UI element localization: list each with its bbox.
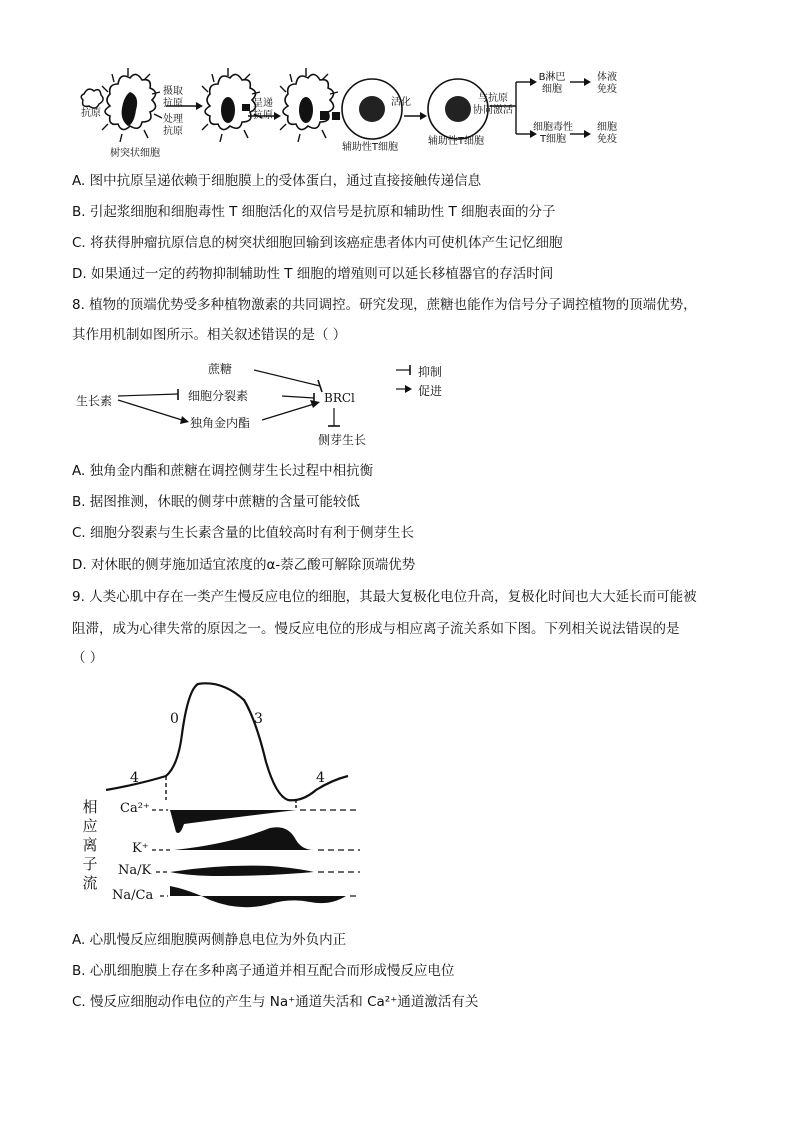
- q9-option-b: B. 心肌细胞膜上存在多种离子通道并相互配合而形成慢反应电位: [72, 963, 455, 979]
- label-tc: [530, 122, 576, 146]
- label-dendritic: 树突状细胞: [110, 148, 160, 159]
- label-present-2: 抗原: [253, 110, 273, 121]
- q9-phase-3: 3: [254, 711, 263, 727]
- label-cellular-2: 免疫: [597, 134, 617, 145]
- label-present: [248, 98, 278, 122]
- label-humoral: [590, 72, 624, 96]
- q9-phase-4-right: 4: [316, 770, 325, 786]
- label-coactivate: [468, 93, 518, 117]
- slow-response-potential-diagram: [70, 676, 370, 916]
- q9-side-label-4: 子: [82, 855, 98, 873]
- q9-stem-2: 阻滞，成为心律失常的原因之一。慢反应电位的形成与相应离子流关系如下图。下列相关说法错误的是: [72, 621, 680, 637]
- naca-current: [170, 886, 346, 907]
- label-capture-2: 抗原: [163, 98, 183, 109]
- label-humoral-2: 免疫: [597, 84, 617, 95]
- q9-side-label-1: 相: [82, 798, 98, 816]
- label-tc-2: T细胞: [539, 134, 567, 145]
- q7-option-d: D. 如果通过一定的药物抑制辅助性 T 细胞的增殖则可以延长移植器官的存活时间: [72, 266, 554, 282]
- label-humoral-1: 体液: [597, 72, 617, 83]
- q8-label-strigolactone: 独角金内酯: [190, 416, 251, 430]
- q7-option-a: A. 图中抗原呈递依赖于细胞膜上的受体蛋白，通过直接接触传递信息: [72, 173, 482, 189]
- q9-option-c: C. 慢反应细胞动作电位的产生与 Na⁺通道失活和 Ca²⁺通道激活有关: [72, 994, 479, 1010]
- q8-option-d: D. 对休眠的侧芽施加适宜浓度的α-萘乙酸可解除顶端优势: [72, 557, 416, 573]
- label-cellular-1: 细胞: [597, 122, 617, 133]
- label-tc-1: 细胞毒性: [533, 122, 573, 133]
- label-helper-1: 辅助性T细胞: [341, 142, 399, 153]
- q7-option-b: B. 引起浆细胞和细胞毒性 T 细胞活化的双信号是抗原和辅助性 T 细胞表面的分子: [72, 204, 556, 220]
- dendritic-cell-3: [280, 68, 340, 142]
- q9-stem-1: 9. 人类心肌中存在一类产生慢反应电位的细胞，其最大复极化电位升高，复极化时间也大大延长而可能被: [72, 589, 697, 605]
- label-cellular: [590, 122, 624, 146]
- q8-label-lateral: 侧芽生长: [318, 433, 367, 447]
- q9-side-label-3: 离: [82, 836, 98, 854]
- q9-side-label-5: 流: [82, 874, 98, 892]
- label-present-1: 呈递: [253, 98, 273, 109]
- action-potential-curve: [106, 683, 348, 800]
- q8-label-auxin: 生长素: [76, 394, 113, 408]
- q9-option-a: A. 心肌慢反应细胞膜两侧静息电位为外负内正: [72, 932, 347, 948]
- label-antigen: 抗原: [81, 108, 101, 119]
- label-b-cell: [532, 72, 572, 96]
- q9-phase-0: 0: [170, 711, 179, 727]
- q8-stem-1: 8. 植物的顶端优势受多种植物激素的共同调控。研究发现，蔗糖也能作为信号分子调控植物的顶端优势，: [72, 297, 697, 313]
- q9-phase-4-left: 4: [130, 770, 139, 786]
- label-b-cell-2: 细胞: [542, 84, 562, 95]
- nak-current: [170, 866, 314, 876]
- q8-legend-promote: 促进: [418, 384, 443, 398]
- q8-legend-inhibit: 抑制: [418, 365, 443, 379]
- q8-label-cytokinin: 细胞分裂素: [188, 389, 249, 403]
- q9-label-ca: Ca²⁺: [120, 801, 150, 816]
- antigen-icon: [81, 89, 103, 108]
- q8-option-c: C. 细胞分裂素与生长素含量的比值较高时有利于侧芽生长: [72, 525, 415, 541]
- q9-label-nak: Na/K: [118, 863, 152, 878]
- q9-label-naca: Na/Ca: [112, 888, 154, 903]
- q9-side-label: [82, 798, 98, 893]
- dendritic-cell-1: [102, 68, 162, 142]
- q9-side-label-2: 应: [82, 817, 98, 835]
- q8-label-sucrose: 蔗糖: [208, 362, 233, 376]
- k-current: [174, 827, 314, 850]
- label-process-1: 处理: [163, 114, 183, 125]
- helper-t-cell-1: [332, 79, 402, 139]
- label-process: [158, 114, 188, 138]
- q9-label-k: K⁺: [132, 841, 149, 856]
- label-activate: 活化: [391, 97, 411, 108]
- q8-stem-2: 其作用机制如图所示。相关叙述错误的是（ ）: [72, 327, 347, 343]
- label-co-activate: 协同激活: [473, 105, 513, 116]
- q7-option-c: C. 将获得肿瘤抗原信息的树突状细胞回输到该癌症患者体内可使机体产生记忆细胞: [72, 235, 563, 251]
- label-with-antigen: 与抗原: [478, 93, 508, 104]
- q8-option-a: A. 独角金内酯和蔗糖在调控侧芽生长过程中相抗衡: [72, 463, 374, 479]
- label-capture-1: 摄取: [163, 86, 183, 97]
- q9-stem-3: （ ）: [72, 650, 104, 666]
- q8-option-b: B. 据图推测，休眠的侧芽中蔗糖的含量可能较低: [72, 494, 360, 510]
- label-helper-2: 辅助性T细胞: [427, 136, 485, 147]
- q8-label-brc: BRCl: [324, 391, 355, 405]
- label-capture: [158, 86, 188, 110]
- label-process-2: 抗原: [163, 126, 183, 137]
- label-b-cell-1: B淋巴: [538, 72, 566, 83]
